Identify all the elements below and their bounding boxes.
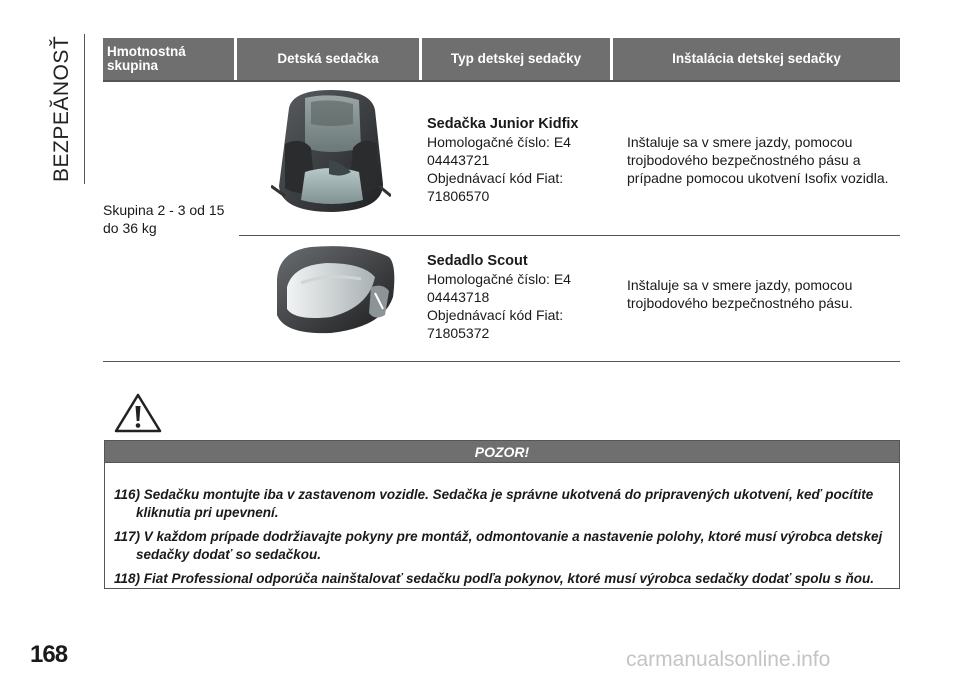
weight-group-cell: Skupina 2 - 3 od 15 do 36 kg bbox=[103, 202, 225, 236]
seat-type-cell bbox=[427, 115, 617, 205]
seat-type-cell bbox=[427, 252, 617, 342]
order-code: Objednávací kód Fiat: 71806570 bbox=[427, 170, 564, 204]
table-row bbox=[239, 84, 900, 236]
installation-cell: Inštaluje sa v smere jazdy, pomocou trojbodového bezpečnostného pásu. bbox=[627, 277, 853, 311]
warning-list bbox=[105, 463, 899, 588]
header-installation: Inštalácia detskej sedačky bbox=[613, 38, 900, 80]
installation-cell: Inštaluje sa v smere jazdy, pomocou trojbodového bezpečnostného pásu a prípadne pomocou ukotvení Isofix vozidla. bbox=[627, 134, 889, 186]
header-seat-type: Typ detskej sedačky bbox=[422, 38, 610, 80]
table-row bbox=[239, 237, 900, 361]
table-header bbox=[103, 38, 900, 82]
homologation-number: Homologačné číslo: E4 04443721 bbox=[427, 134, 571, 168]
section-divider bbox=[84, 34, 85, 184]
warning-item: 117) V každom prípade dodržiavajte pokyny pre montáž, odmontovanie a nastavenie polohy, ktoré musí výrobca detskej sedačky dodať so sedačkou. bbox=[114, 529, 883, 562]
homologation-number: Homologačné číslo: E4 04443718 bbox=[427, 271, 571, 305]
seat-name: Sedadlo Scout bbox=[427, 253, 528, 269]
child-seat-table bbox=[103, 38, 900, 341]
table-bottom-rule bbox=[103, 361, 900, 362]
header-weight-group: Hmotnostná skupina bbox=[103, 38, 234, 80]
watermark: carmanualsonline.info bbox=[626, 648, 831, 671]
booster-seat-with-backrest-image bbox=[271, 88, 391, 216]
section-title-vertical: BEZPEĂNOSŤ bbox=[50, 35, 73, 182]
booster-cushion-image bbox=[271, 243, 399, 341]
warning-box bbox=[104, 440, 900, 589]
order-code: Objednávací kód Fiat: 71805372 bbox=[427, 307, 564, 341]
header-child-seat: Detská sedačka bbox=[237, 38, 419, 80]
warning-triangle-icon bbox=[114, 392, 162, 434]
warning-title: POZOR! bbox=[105, 441, 899, 463]
page-number: 168 bbox=[30, 641, 68, 668]
warning-item: 118) Fiat Professional odporúča nainštalovať sedačku podľa pokynov, ktoré musí výrobca sedačky dodať spolu s ňou. bbox=[114, 571, 874, 586]
warning-item: 116) Sedačku montujte iba v zastavenom vozidle. Sedačka je správne ukotvená do pripravených ukotvení, keď pocítite kliknutia pri upevnení. bbox=[114, 487, 874, 520]
seat-name: Sedačka Junior Kidfix bbox=[427, 116, 579, 132]
